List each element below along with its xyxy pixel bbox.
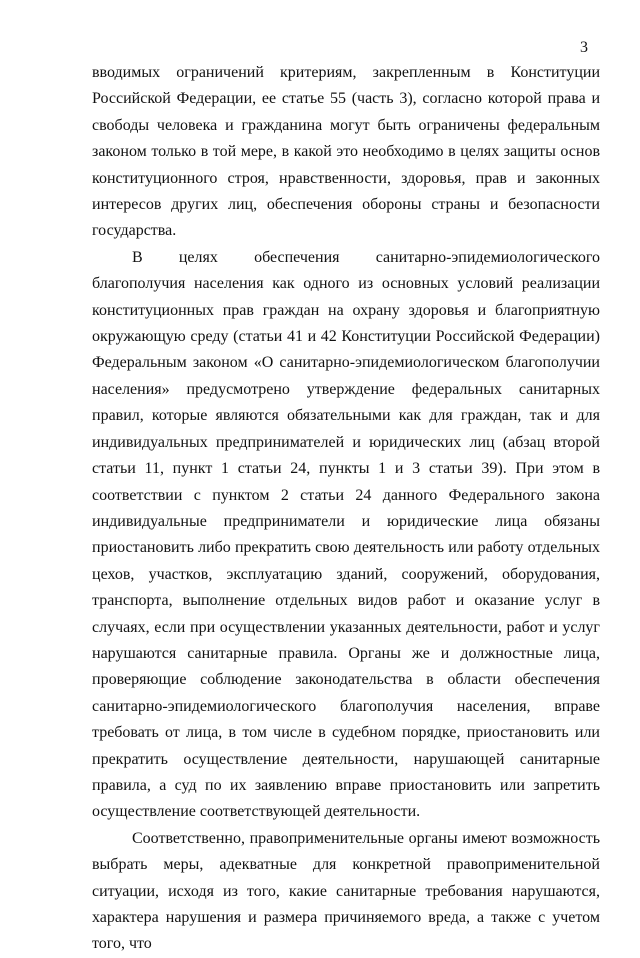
- paragraph-continuation: вводимых ограничений критериям, закрепленным в Конституции Российской Федерации, ее статье 55 (часть 3), согласно которой права и свободы человека и гражданина могут быть ограничены федеральным законом только в той мере, в какой это необходимо в целях защиты основ конституционного строя, нравственности, здоровья, прав и законных интересов других лиц, обеспечения обороны страны и безопасности государства.: [92, 64, 600, 240]
- document-body: [92, 60, 600, 958]
- page-number: 3: [580, 39, 588, 56]
- paragraph-sanitary-rules: В целях обеспечения санитарно-эпидемиологического благополучия населения как одного из основных условий реализации конституционных прав граждан на охрану здоровья и благоприятную окружающую среду (статьи 41 и 42 Конституции Российской Федерации) Федеральным законом «О санитарно-эпидемиологическом благополучии населения» предусмотрено утверждение федеральных санитарных правил, которые являются обязательными как для граждан, так и для индивидуальных предпринимателей и юридических лиц (абзац второй статьи 11, пункт 1 статьи 24, пункты 1 и 3 статьи 39). При этом в соответствии с пунктом 2 статьи 24 данного Федерального закона индивидуальные предприниматели и юридические лица обязаны приостановить либо прекратить свою деятельность или работу отдельных цехов, участков, эксплуатацию зданий, сооружений, оборудования, транспорта, выполнение отдельных видов работ и оказание услуг в случаях, если при осуществлении указанных деятельности, работ и услуг нарушаются санитарные правила. Органы же и должностные лица, проверяющие соблюдение законодательства в области обеспечения санитарно-эпидемиологического благополучия населения, вправе требовать от лица, в том числе в судебном порядке, приостановить или прекратить осуществление деятельности, нарушающей санитарные правила, а суд по их заявлению вправе приостановить или запретить осуществление соответствующей деятельности.: [92, 248, 600, 821]
- paragraph-enforcement-measures: Соответственно, правоприменительные органы имеют возможность выбрать меры, адекватные для конкретной правоприменительной ситуации, исходя из того, какие санитарные требования нарушаются, характера нарушения и размера причиняемого вреда, а также с учетом того, что: [92, 829, 600, 953]
